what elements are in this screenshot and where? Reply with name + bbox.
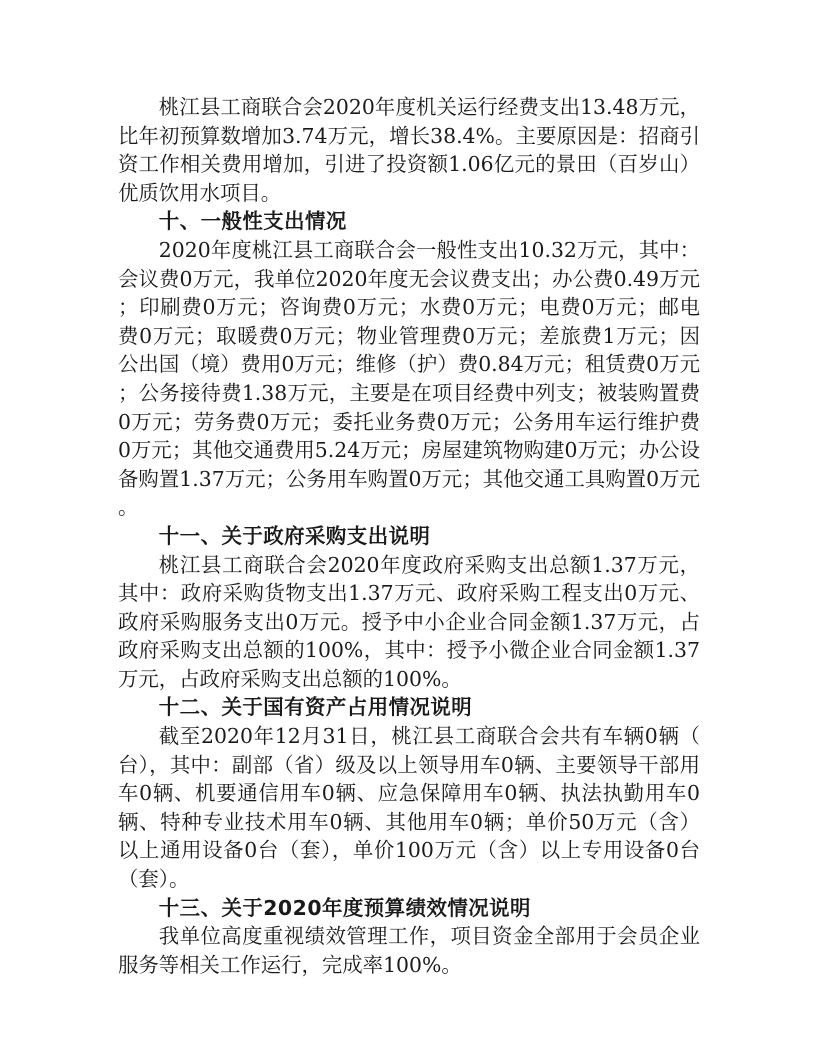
paragraph-performance: 我单位高度重视绩效管理工作，项目资金全部用于会员企业服务等相关工作运行，完成率100%。 xyxy=(118,924,700,977)
paragraph-government-procurement: 桃江县工商联合会2020年度政府采购支出总额1.37万元，其中：政府采购货物支出1.37万元、政府采购工程支出0万元、政府采购服务支出0万元。授予中小企业合同金额1.37万元，占政府采购支出总额的100%，其中：授予小微企业合同金额1.37万元，占政府采购支出总额的100%。 xyxy=(118,552,700,691)
heading-general-expenditure: 十、一般性支出情况 xyxy=(158,209,347,234)
paragraph-operating-expenses: 桃江县工商联合会2020年度机关运行经费支出13.48万元，比年初预算数增加3.74万元，增长38.4%。主要原因是：招商引资工作相关费用增加，引进了投资额1.06亿元的景田（百岁山）优质饮用水项目。 xyxy=(118,95,700,205)
paragraph-state-assets: 截至2020年12月31日，桃江县工商联合会共有车辆0辆（台），其中：副部（省）级及以上领导用车0辆、主要领导干部用车0辆、机要通信用车0辆、应急保障用车0辆、执法执勤用车0辆、特种专业技术用车0辆、其他用车0辆；单价50万元（含）以上通用设备0台（套），单价100万元（含）以上专用设备0台（套）。 xyxy=(118,724,700,892)
heading-government-procurement: 十一、关于政府采购支出说明 xyxy=(158,523,431,548)
document-page xyxy=(118,93,700,979)
heading-performance: 十三、关于2020年度预算绩效情况说明 xyxy=(158,895,531,920)
paragraph-general-expenditure: 2020年度桃江县工商联合会一般性支出10.32万元，其中：会议费0万元，我单位2020年度无会议费支出；办公费0.49万元；印刷费0万元；咨询费0万元；水费0万元；电费0万元；邮电费0万元；取暖费0万元；物业管理费0万元；差旅费1万元；因公出国（境）费用0万元；维修（护）费0.84万元；租赁费0万元；公务接待费1.38万元，主要是在项目经费中列支；被装购置费0万元；劳务费0万元；委托业务费0万元；公务用车运行维护费0万元；其他交通费用5.24万元；房屋建筑物购建0万元；办公设备购置1.37万元；公务用车购置0万元；其他交通工具购置0万元。 xyxy=(118,237,700,520)
heading-state-assets: 十二、关于国有资产占用情况说明 xyxy=(158,695,473,720)
